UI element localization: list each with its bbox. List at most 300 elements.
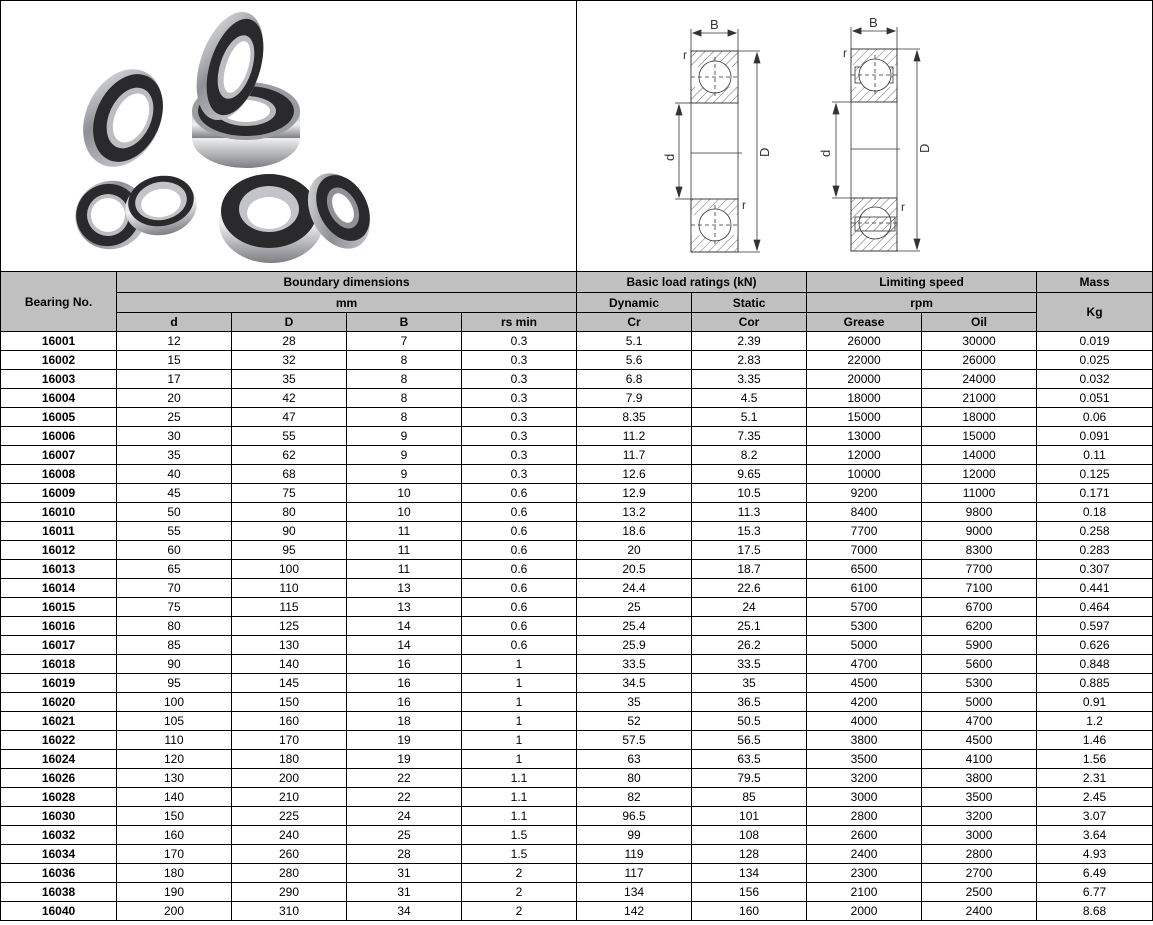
cell-rs-min: 0.3: [462, 370, 577, 389]
cell-outer-diameter-D: 95: [232, 541, 347, 560]
bearings-photo-icon: [1, 1, 576, 272]
cell-bore-d: 110: [117, 731, 232, 750]
cell-dynamic-cr: 57.5: [577, 731, 692, 750]
cell-bore-d: 90: [117, 655, 232, 674]
table-row: [1, 731, 1153, 750]
cell-mass-kg: 0.885: [1037, 674, 1153, 693]
cell-bearing-number: 16024: [1, 750, 117, 769]
cell-width-B: 19: [347, 750, 462, 769]
bore-label-2: d: [818, 149, 833, 157]
cell-speed-grease: 3200: [807, 769, 922, 788]
cell-speed-grease: 5700: [807, 598, 922, 617]
table-row: [1, 655, 1153, 674]
cell-outer-diameter-D: 47: [232, 408, 347, 427]
cell-dynamic-cr: 35: [577, 693, 692, 712]
cell-mass-kg: 0.019: [1037, 332, 1153, 351]
cell-static-cor: 101: [692, 807, 807, 826]
cell-bore-d: 105: [117, 712, 232, 731]
cell-dynamic-cr: 8.35: [577, 408, 692, 427]
table-row: [1, 541, 1153, 560]
cell-bearing-number: 16015: [1, 598, 117, 617]
cell-speed-oil: 15000: [922, 427, 1037, 446]
cell-bearing-number: 16014: [1, 579, 117, 598]
cell-dynamic-cr: 117: [577, 864, 692, 883]
cell-rs-min: 1: [462, 750, 577, 769]
cell-mass-kg: 8.68: [1037, 902, 1153, 921]
cell-speed-oil: 12000: [922, 465, 1037, 484]
cell-mass-kg: 1.46: [1037, 731, 1153, 750]
cell-speed-grease: 2300: [807, 864, 922, 883]
table-row: [1, 560, 1153, 579]
cell-width-B: 18: [347, 712, 462, 731]
cell-static-cor: 7.35: [692, 427, 807, 446]
cell-width-B: 11: [347, 541, 462, 560]
cell-speed-grease: 2600: [807, 826, 922, 845]
cell-bearing-number: 16009: [1, 484, 117, 503]
cell-mass-kg: 0.06: [1037, 408, 1153, 427]
cell-outer-diameter-D: 32: [232, 351, 347, 370]
cell-width-B: 34: [347, 902, 462, 921]
cell-width-B: 10: [347, 503, 462, 522]
cell-speed-oil: 2500: [922, 883, 1037, 902]
cell-width-B: 24: [347, 807, 462, 826]
cell-dynamic-cr: 18.6: [577, 522, 692, 541]
product-photo: [1, 1, 577, 272]
cell-rs-min: 0.3: [462, 427, 577, 446]
cell-rs-min: 1.1: [462, 788, 577, 807]
cell-width-B: 9: [347, 465, 462, 484]
cell-rs-min: 1: [462, 712, 577, 731]
cell-static-cor: 63.5: [692, 750, 807, 769]
cell-width-B: 11: [347, 522, 462, 541]
cell-outer-diameter-D: 35: [232, 370, 347, 389]
cell-bore-d: 190: [117, 883, 232, 902]
table-row: [1, 712, 1153, 731]
cell-outer-diameter-D: 200: [232, 769, 347, 788]
cell-bore-d: 80: [117, 617, 232, 636]
cell-bore-d: 17: [117, 370, 232, 389]
cell-width-B: 28: [347, 845, 462, 864]
table-row: [1, 351, 1153, 370]
cell-width-B: 14: [347, 617, 462, 636]
cell-outer-diameter-D: 160: [232, 712, 347, 731]
cell-dynamic-cr: 82: [577, 788, 692, 807]
cell-bearing-number: 16019: [1, 674, 117, 693]
cell-bearing-number: 16040: [1, 902, 117, 921]
cell-dynamic-cr: 80: [577, 769, 692, 788]
cell-speed-grease: 4200: [807, 693, 922, 712]
cell-mass-kg: 0.025: [1037, 351, 1153, 370]
cell-static-cor: 160: [692, 902, 807, 921]
cell-bearing-number: 16032: [1, 826, 117, 845]
radius-label-top: r: [683, 48, 687, 62]
cell-rs-min: 2: [462, 883, 577, 902]
cell-dynamic-cr: 11.2: [577, 427, 692, 446]
cell-outer-diameter-D: 110: [232, 579, 347, 598]
cell-speed-oil: 2800: [922, 845, 1037, 864]
cell-dynamic-cr: 34.5: [577, 674, 692, 693]
cell-outer-diameter-D: 140: [232, 655, 347, 674]
cell-speed-oil: 5300: [922, 674, 1037, 693]
cell-width-B: 19: [347, 731, 462, 750]
cell-bore-d: 35: [117, 446, 232, 465]
header-unit-rpm: rpm: [807, 293, 1037, 313]
cell-width-B: 8: [347, 408, 462, 427]
table-row: [1, 427, 1153, 446]
table-row: [1, 845, 1153, 864]
cell-speed-oil: 8300: [922, 541, 1037, 560]
cell-speed-grease: 4500: [807, 674, 922, 693]
cell-speed-grease: 5300: [807, 617, 922, 636]
cell-static-cor: 3.35: [692, 370, 807, 389]
cell-static-cor: 10.5: [692, 484, 807, 503]
cell-dynamic-cr: 25.9: [577, 636, 692, 655]
cell-dynamic-cr: 12.9: [577, 484, 692, 503]
cell-bore-d: 65: [117, 560, 232, 579]
cell-mass-kg: 0.091: [1037, 427, 1153, 446]
cell-bore-d: 55: [117, 522, 232, 541]
cell-mass-kg: 4.93: [1037, 845, 1153, 864]
cell-mass-kg: 0.848: [1037, 655, 1153, 674]
cell-outer-diameter-D: 240: [232, 826, 347, 845]
cell-rs-min: 0.3: [462, 351, 577, 370]
cell-outer-diameter-D: 75: [232, 484, 347, 503]
header-static: Static: [692, 293, 807, 313]
cell-width-B: 13: [347, 598, 462, 617]
cell-static-cor: 9.65: [692, 465, 807, 484]
cell-bearing-number: 16016: [1, 617, 117, 636]
cell-rs-min: 0.6: [462, 560, 577, 579]
cell-speed-grease: 18000: [807, 389, 922, 408]
cell-rs-min: 0.3: [462, 446, 577, 465]
cell-bore-d: 120: [117, 750, 232, 769]
cell-mass-kg: 0.18: [1037, 503, 1153, 522]
cell-speed-oil: 9000: [922, 522, 1037, 541]
cell-width-B: 31: [347, 883, 462, 902]
cell-outer-diameter-D: 100: [232, 560, 347, 579]
cell-rs-min: 2: [462, 902, 577, 921]
header-unit-kg: Kg: [1037, 293, 1153, 332]
table-row: [1, 617, 1153, 636]
cell-bearing-number: 16012: [1, 541, 117, 560]
cell-bore-d: 95: [117, 674, 232, 693]
cell-bearing-number: 16017: [1, 636, 117, 655]
product-header-panel: [0, 0, 1153, 272]
cell-static-cor: 108: [692, 826, 807, 845]
cell-speed-grease: 2400: [807, 845, 922, 864]
cell-bearing-number: 16002: [1, 351, 117, 370]
cell-speed-oil: 30000: [922, 332, 1037, 351]
cell-dynamic-cr: 63: [577, 750, 692, 769]
cell-bearing-number: 16021: [1, 712, 117, 731]
cell-mass-kg: 0.032: [1037, 370, 1153, 389]
cell-mass-kg: 0.626: [1037, 636, 1153, 655]
cell-rs-min: 0.6: [462, 522, 577, 541]
cell-mass-kg: 1.56: [1037, 750, 1153, 769]
cell-speed-grease: 4000: [807, 712, 922, 731]
cell-rs-min: 1: [462, 674, 577, 693]
cell-mass-kg: 0.441: [1037, 579, 1153, 598]
header-bearing-no: Bearing No.: [1, 272, 117, 332]
cell-dynamic-cr: 7.9: [577, 389, 692, 408]
table-row: [1, 465, 1153, 484]
cell-mass-kg: 0.258: [1037, 522, 1153, 541]
cell-speed-oil: 14000: [922, 446, 1037, 465]
cell-rs-min: 0.6: [462, 579, 577, 598]
table-row: [1, 826, 1153, 845]
cell-speed-oil: 2700: [922, 864, 1037, 883]
header-col-grease: Grease: [807, 313, 922, 332]
cell-mass-kg: 0.11: [1037, 446, 1153, 465]
cell-speed-oil: 5600: [922, 655, 1037, 674]
cell-dynamic-cr: 134: [577, 883, 692, 902]
table-row: [1, 636, 1153, 655]
cell-speed-grease: 4700: [807, 655, 922, 674]
cell-dynamic-cr: 25: [577, 598, 692, 617]
cell-static-cor: 36.5: [692, 693, 807, 712]
table-row: [1, 750, 1153, 769]
cell-static-cor: 33.5: [692, 655, 807, 674]
cell-bearing-number: 16038: [1, 883, 117, 902]
cell-speed-grease: 6100: [807, 579, 922, 598]
cell-static-cor: 4.5: [692, 389, 807, 408]
cell-bore-d: 170: [117, 845, 232, 864]
cell-mass-kg: 0.283: [1037, 541, 1153, 560]
cell-dynamic-cr: 142: [577, 902, 692, 921]
cell-static-cor: 2.83: [692, 351, 807, 370]
cell-outer-diameter-D: 145: [232, 674, 347, 693]
cell-speed-grease: 7700: [807, 522, 922, 541]
cell-outer-diameter-D: 290: [232, 883, 347, 902]
cell-bore-d: 45: [117, 484, 232, 503]
width-label: B: [710, 17, 719, 32]
cell-rs-min: 0.6: [462, 503, 577, 522]
cell-outer-diameter-D: 62: [232, 446, 347, 465]
cell-speed-grease: 10000: [807, 465, 922, 484]
cell-mass-kg: 0.464: [1037, 598, 1153, 617]
cell-width-B: 8: [347, 389, 462, 408]
cell-mass-kg: 3.64: [1037, 826, 1153, 845]
cell-speed-grease: 2000: [807, 902, 922, 921]
cell-outer-diameter-D: 42: [232, 389, 347, 408]
bore-label: d: [662, 153, 677, 161]
cell-width-B: 9: [347, 427, 462, 446]
header-load-ratings: Basic load ratings (kN): [577, 272, 807, 293]
cell-speed-grease: 15000: [807, 408, 922, 427]
cell-outer-diameter-D: 225: [232, 807, 347, 826]
header-unit-mm: mm: [117, 293, 577, 313]
cell-rs-min: 0.6: [462, 636, 577, 655]
cell-dynamic-cr: 119: [577, 845, 692, 864]
cell-rs-min: 1: [462, 693, 577, 712]
cell-bore-d: 100: [117, 693, 232, 712]
cell-width-B: 14: [347, 636, 462, 655]
cell-static-cor: 79.5: [692, 769, 807, 788]
cell-width-B: 13: [347, 579, 462, 598]
table-body: [1, 332, 1153, 921]
cell-dynamic-cr: 13.2: [577, 503, 692, 522]
table-row: [1, 503, 1153, 522]
cell-bore-d: 50: [117, 503, 232, 522]
cell-rs-min: 0.6: [462, 541, 577, 560]
cell-bearing-number: 16010: [1, 503, 117, 522]
cell-bore-d: 15: [117, 351, 232, 370]
cell-outer-diameter-D: 180: [232, 750, 347, 769]
cell-speed-oil: 4100: [922, 750, 1037, 769]
cell-static-cor: 18.7: [692, 560, 807, 579]
header-col-cr: Cr: [577, 313, 692, 332]
cell-bore-d: 150: [117, 807, 232, 826]
cell-rs-min: 2: [462, 864, 577, 883]
cell-width-B: 22: [347, 769, 462, 788]
cell-rs-min: 0.3: [462, 389, 577, 408]
cell-bearing-number: 16028: [1, 788, 117, 807]
table-row: [1, 807, 1153, 826]
outer-diameter-label: D: [757, 147, 772, 157]
cell-speed-oil: 2400: [922, 902, 1037, 921]
cell-speed-grease: 20000: [807, 370, 922, 389]
bearing-spec-table: [0, 271, 1153, 921]
cell-bore-d: 12: [117, 332, 232, 351]
table-row: [1, 769, 1153, 788]
cell-speed-oil: 4700: [922, 712, 1037, 731]
cell-mass-kg: 6.77: [1037, 883, 1153, 902]
radius-label-bottom-2: r: [901, 200, 905, 214]
cell-dynamic-cr: 5.1: [577, 332, 692, 351]
cell-speed-oil: 21000: [922, 389, 1037, 408]
header-col-rs-min: rs min: [462, 313, 577, 332]
cell-width-B: 31: [347, 864, 462, 883]
cell-speed-grease: 13000: [807, 427, 922, 446]
cell-speed-oil: 5900: [922, 636, 1037, 655]
cell-static-cor: 15.3: [692, 522, 807, 541]
cell-bore-d: 160: [117, 826, 232, 845]
cell-speed-oil: 11000: [922, 484, 1037, 503]
cell-speed-oil: 5000: [922, 693, 1037, 712]
outer-diameter-label-2: D: [917, 143, 932, 153]
cell-static-cor: 56.5: [692, 731, 807, 750]
header-boundary-dimensions: Boundary dimensions: [117, 272, 577, 293]
cell-static-cor: 128: [692, 845, 807, 864]
cell-speed-grease: 12000: [807, 446, 922, 465]
cell-static-cor: 35: [692, 674, 807, 693]
cell-mass-kg: 3.07: [1037, 807, 1153, 826]
cell-bearing-number: 16007: [1, 446, 117, 465]
width-label-2: B: [869, 15, 878, 30]
cell-static-cor: 50.5: [692, 712, 807, 731]
bearing-cross-section-diagram: [577, 1, 1152, 272]
cell-width-B: 25: [347, 826, 462, 845]
cell-bore-d: 180: [117, 864, 232, 883]
cell-width-B: 8: [347, 351, 462, 370]
cell-static-cor: 26.2: [692, 636, 807, 655]
table-row: [1, 389, 1153, 408]
cell-speed-oil: 6200: [922, 617, 1037, 636]
diagram-shielded-type: [818, 15, 932, 251]
cell-dynamic-cr: 12.6: [577, 465, 692, 484]
cell-dynamic-cr: 20.5: [577, 560, 692, 579]
cell-bore-d: 25: [117, 408, 232, 427]
cell-mass-kg: 0.051: [1037, 389, 1153, 408]
cell-width-B: 16: [347, 693, 462, 712]
cell-rs-min: 1.1: [462, 807, 577, 826]
cell-mass-kg: 2.45: [1037, 788, 1153, 807]
diagram-open-type: [662, 17, 772, 252]
cell-bore-d: 30: [117, 427, 232, 446]
cell-static-cor: 85: [692, 788, 807, 807]
cell-mass-kg: 2.31: [1037, 769, 1153, 788]
cell-static-cor: 156: [692, 883, 807, 902]
cell-mass-kg: 0.125: [1037, 465, 1153, 484]
cell-mass-kg: 6.49: [1037, 864, 1153, 883]
cell-speed-oil: 9800: [922, 503, 1037, 522]
cell-rs-min: 1.5: [462, 845, 577, 864]
cell-static-cor: 2.39: [692, 332, 807, 351]
cell-speed-grease: 3500: [807, 750, 922, 769]
cell-speed-grease: 2800: [807, 807, 922, 826]
cell-speed-oil: 3200: [922, 807, 1037, 826]
cell-bearing-number: 16034: [1, 845, 117, 864]
cell-bearing-number: 16020: [1, 693, 117, 712]
cell-mass-kg: 0.307: [1037, 560, 1153, 579]
cell-speed-oil: 6700: [922, 598, 1037, 617]
header-col-B: B: [347, 313, 462, 332]
header-limiting-speed: Limiting speed: [807, 272, 1037, 293]
cell-outer-diameter-D: 310: [232, 902, 347, 921]
cell-outer-diameter-D: 125: [232, 617, 347, 636]
cell-static-cor: 8.2: [692, 446, 807, 465]
cell-dynamic-cr: 96.5: [577, 807, 692, 826]
cell-bore-d: 85: [117, 636, 232, 655]
table-row: [1, 864, 1153, 883]
cell-static-cor: 24: [692, 598, 807, 617]
cell-bearing-number: 16022: [1, 731, 117, 750]
cell-outer-diameter-D: 68: [232, 465, 347, 484]
cell-width-B: 7: [347, 332, 462, 351]
table-row: [1, 883, 1153, 902]
cell-rs-min: 0.6: [462, 617, 577, 636]
table-row: [1, 408, 1153, 427]
cell-mass-kg: 0.171: [1037, 484, 1153, 503]
cell-bearing-number: 16006: [1, 427, 117, 446]
cell-bearing-number: 16013: [1, 560, 117, 579]
cell-speed-oil: 3800: [922, 769, 1037, 788]
cell-bore-d: 140: [117, 788, 232, 807]
cell-width-B: 10: [347, 484, 462, 503]
cell-bearing-number: 16005: [1, 408, 117, 427]
cell-outer-diameter-D: 150: [232, 693, 347, 712]
cell-bore-d: 70: [117, 579, 232, 598]
cell-dynamic-cr: 24.4: [577, 579, 692, 598]
cell-speed-grease: 7000: [807, 541, 922, 560]
cell-static-cor: 5.1: [692, 408, 807, 427]
cell-dynamic-cr: 99: [577, 826, 692, 845]
cell-bearing-number: 16011: [1, 522, 117, 541]
cell-width-B: 11: [347, 560, 462, 579]
cell-width-B: 8: [347, 370, 462, 389]
header-col-oil: Oil: [922, 313, 1037, 332]
cell-dynamic-cr: 5.6: [577, 351, 692, 370]
cell-bearing-number: 16026: [1, 769, 117, 788]
table-row: [1, 579, 1153, 598]
cell-bearing-number: 16030: [1, 807, 117, 826]
header-dynamic: Dynamic: [577, 293, 692, 313]
cell-speed-grease: 6500: [807, 560, 922, 579]
cell-speed-grease: 9200: [807, 484, 922, 503]
cell-bore-d: 20: [117, 389, 232, 408]
cell-dynamic-cr: 33.5: [577, 655, 692, 674]
cell-rs-min: 1.1: [462, 769, 577, 788]
